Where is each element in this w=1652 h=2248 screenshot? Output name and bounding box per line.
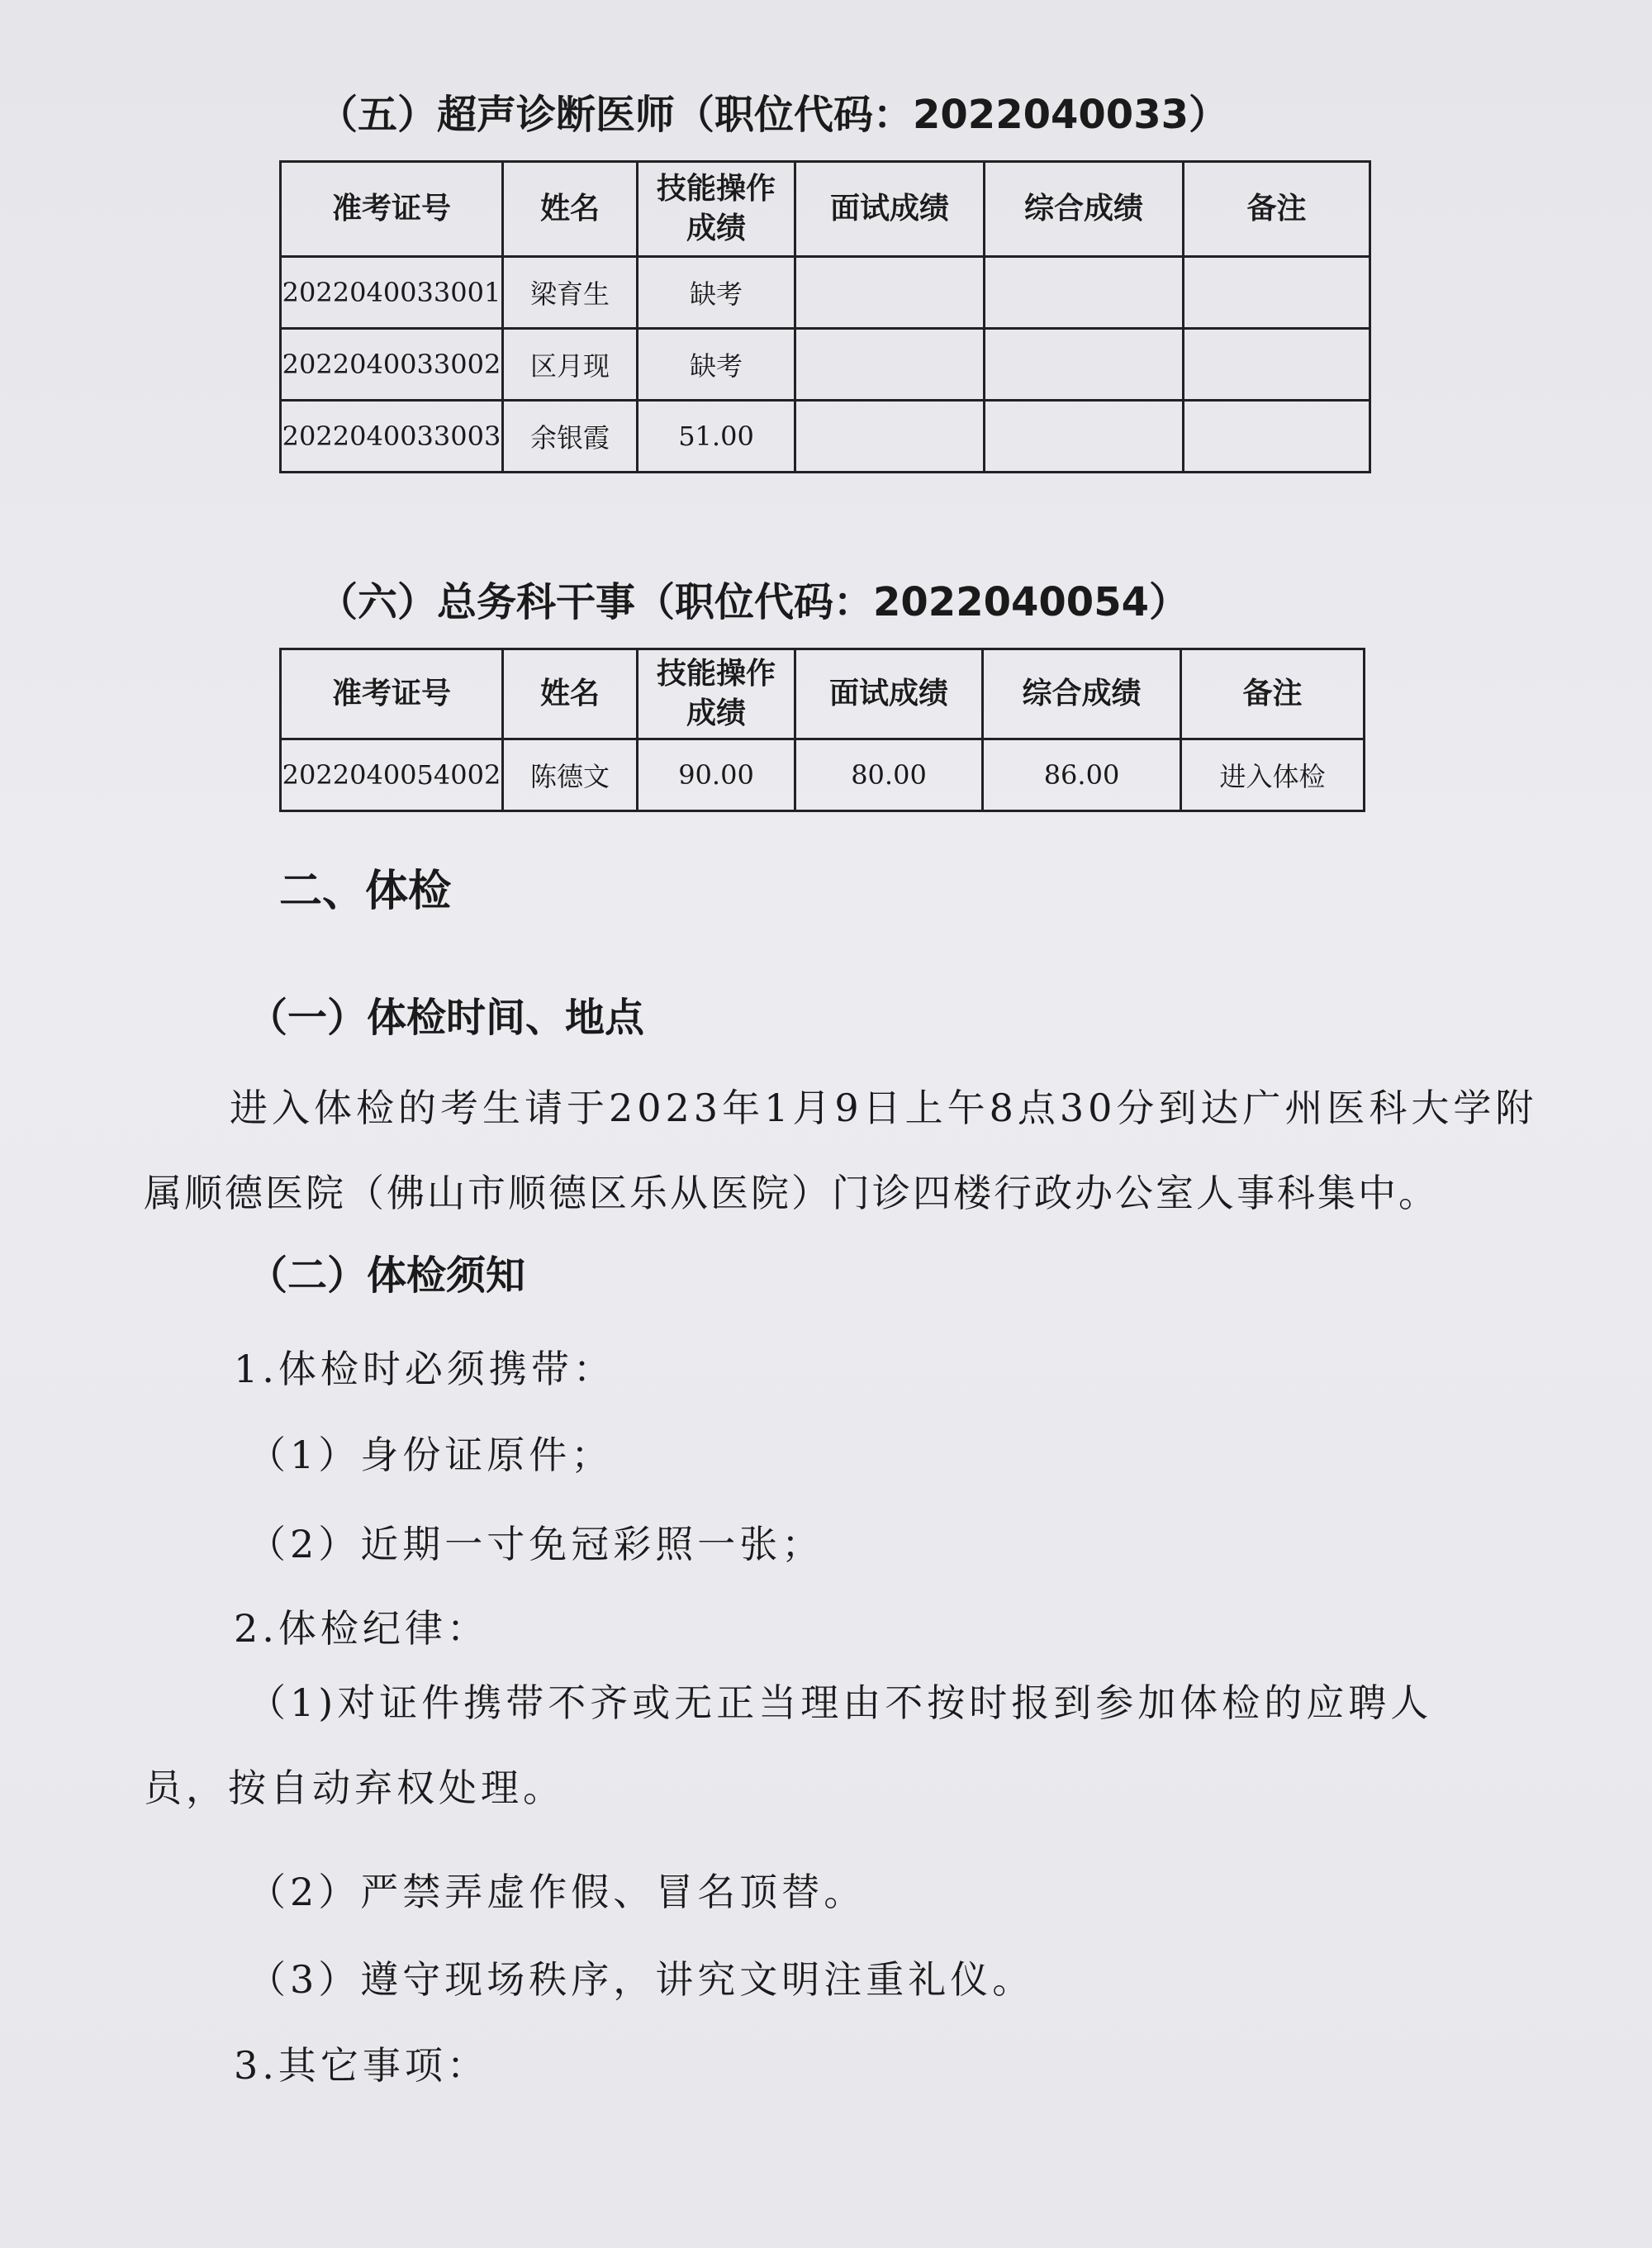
para1-line1: 进入体检的考生请于2023年1月9日上午8点30分到达广州医科大学附	[230, 1086, 1538, 1130]
table-cell	[1184, 401, 1370, 473]
table-cell	[1184, 329, 1370, 401]
table-cell	[985, 329, 1184, 401]
item1-2: （2）近期一寸免冠彩照一张；	[248, 1522, 824, 1566]
table-cell	[795, 329, 985, 401]
table-cell: 区月现	[503, 329, 638, 401]
column-header: 姓名	[503, 162, 638, 257]
item2-1-line1: （1)对证件携带不齐或无正当理由不按时报到参加体检的应聘人	[248, 1680, 1433, 1725]
item1-1: （1）身份证原件；	[248, 1433, 614, 1477]
item2-3: （3）遵守现场秩序，讲究文明注重礼仪。	[248, 1957, 1035, 2002]
item1: 1.体检时必须携带：	[234, 1347, 615, 1391]
column-header: 面试成绩	[795, 649, 983, 739]
header-row	[281, 162, 1370, 257]
table-cell: 陈德文	[503, 739, 638, 811]
table-cell: 2022040033001	[281, 257, 503, 329]
table-cell	[985, 401, 1184, 473]
column-header: 技能操作成绩	[638, 649, 795, 739]
table-cell: 余银霞	[503, 401, 638, 473]
column-header: 准考证号	[281, 162, 503, 257]
item2: 2.体检纪律：	[234, 1606, 489, 1651]
sub2-heading: （二）体检须知	[248, 1252, 526, 1299]
table-cell: 2022040033003	[281, 401, 503, 473]
section6-table	[279, 648, 1365, 812]
item3: 3.其它事项：	[234, 2043, 489, 2088]
section6-title: （六）总务科干事（职位代码：2022040054）	[318, 579, 1189, 625]
table-row	[281, 329, 1370, 401]
column-header: 技能操作成绩	[638, 162, 795, 257]
table-cell: 2022040033002	[281, 329, 503, 401]
sub1-heading: （一）体检时间、地点	[248, 995, 645, 1041]
table-cell	[795, 401, 985, 473]
column-header: 姓名	[503, 649, 638, 739]
table-cell: 80.00	[795, 739, 983, 811]
table-cell: 90.00	[638, 739, 795, 811]
item2-2: （2）严禁弄虚作假、冒名顶替。	[248, 1870, 866, 1914]
part2-title: 二、体检	[279, 867, 452, 916]
column-header: 综合成绩	[985, 162, 1184, 257]
column-header: 备注	[1181, 649, 1365, 739]
table-cell: 86.00	[983, 739, 1181, 811]
header-row	[281, 649, 1365, 739]
table-cell: 51.00	[638, 401, 795, 473]
table-cell: 梁育生	[503, 257, 638, 329]
column-header: 备注	[1184, 162, 1370, 257]
table-cell: 缺考	[638, 257, 795, 329]
column-header: 综合成绩	[983, 649, 1181, 739]
column-header: 准考证号	[281, 649, 503, 739]
column-header: 面试成绩	[795, 162, 985, 257]
table-row	[281, 739, 1365, 811]
table-cell	[985, 257, 1184, 329]
section5-title: （五）超声诊断医师（职位代码：2022040033）	[318, 92, 1228, 138]
section5-table	[279, 160, 1371, 473]
table-cell: 缺考	[638, 329, 795, 401]
table-row	[281, 257, 1370, 329]
item2-1-line2: 员，按自动弃权处理。	[144, 1766, 565, 1810]
table-cell: 2022040054002	[281, 739, 503, 811]
para1-line2: 属顺德医院（佛山市顺德区乐从医院）门诊四楼行政办公室人事科集中。	[144, 1171, 1439, 1215]
table-cell: 进入体检	[1181, 739, 1365, 811]
table-cell	[795, 257, 985, 329]
table-row	[281, 401, 1370, 473]
table-cell	[1184, 257, 1370, 329]
